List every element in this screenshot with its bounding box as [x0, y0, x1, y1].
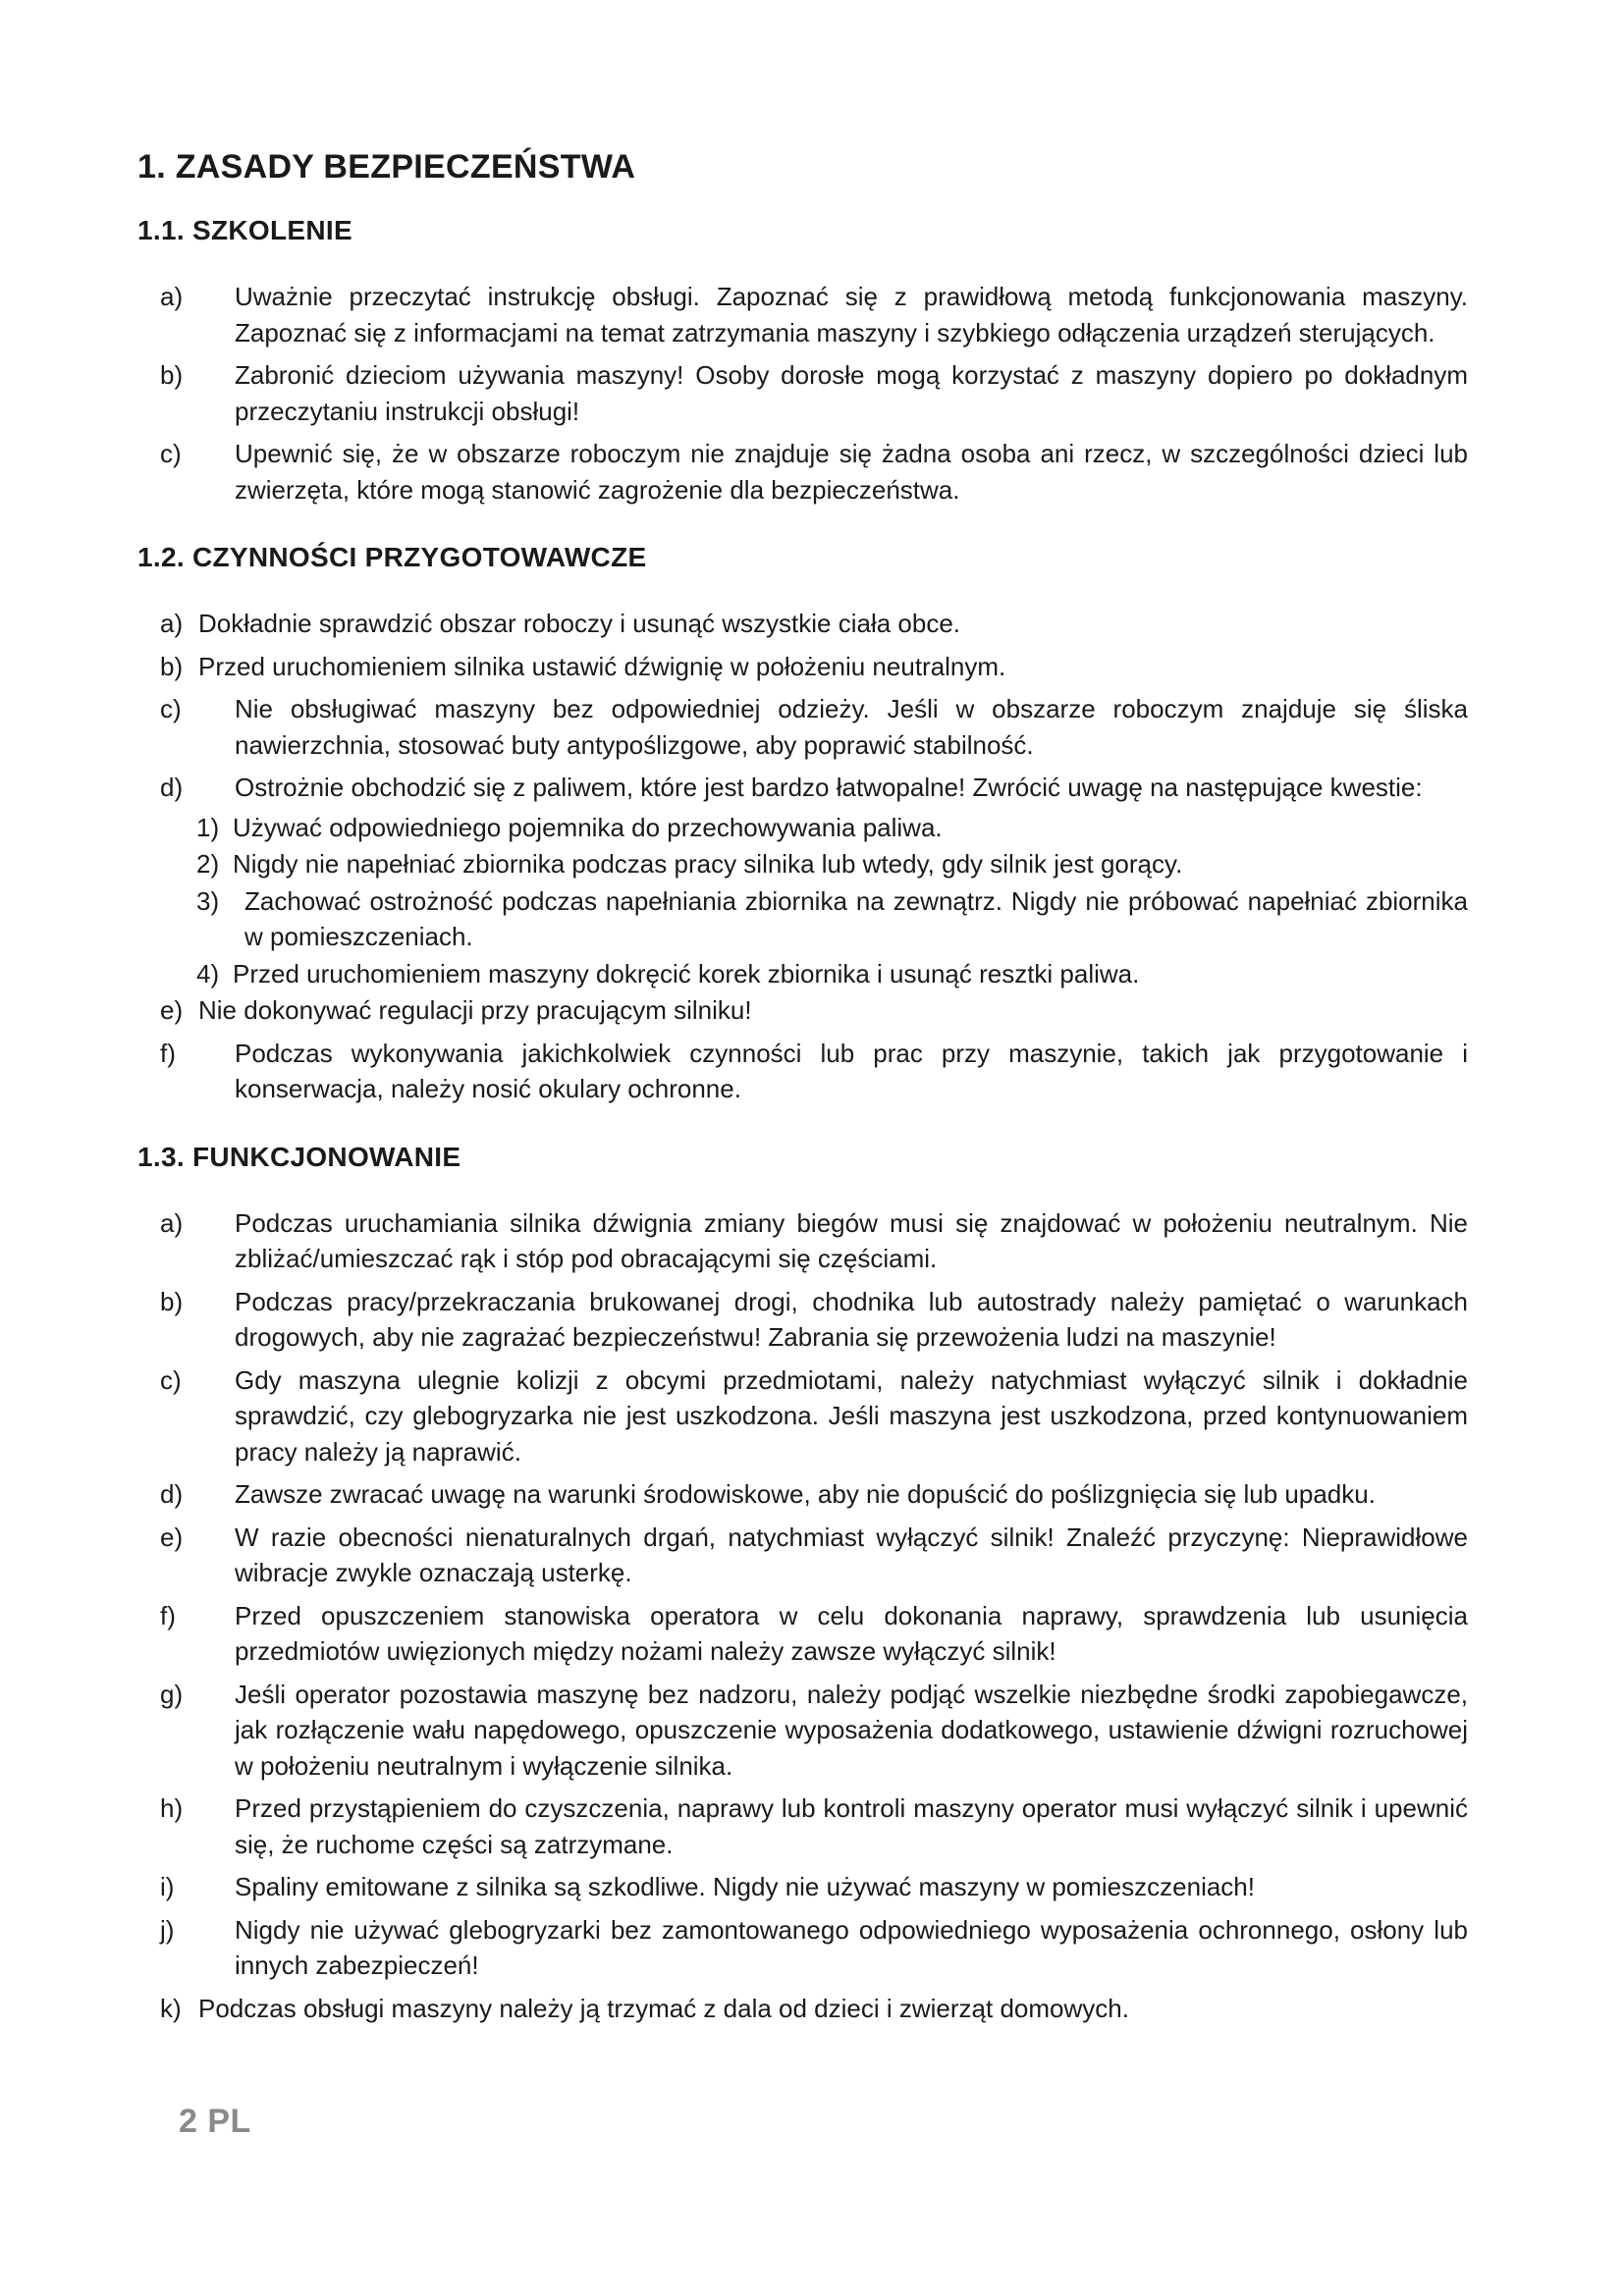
item-marker: i) [160, 1872, 175, 1901]
item-list [137, 606, 1468, 1107]
page-title: 1. ZASADY BEZPIECZEŃSTWA [137, 148, 636, 186]
section-title: 1.1. SZKOLENIE [137, 215, 352, 245]
item-marker: e) [160, 1522, 184, 1552]
item-marker: e) [160, 995, 184, 1025]
item-marker: d) [160, 1479, 184, 1509]
item-text: Nie dokonywać regulacji przy pracującym silniku! [198, 995, 752, 1025]
item-marker: b) [160, 1286, 184, 1316]
item-text: Gdy maszyna ulegnie kolizji z obcymi przedmiotami, należy natychmiast wyłączyć silnik i dokładnie sprawdzić, czy glebogryzarka nie jest uszkodzona. Jeśli maszyna jest uszkodzona, przed kontynuowaniem pracy należy ją naprawić. [235, 1364, 1468, 1467]
list-item [160, 992, 1468, 1029]
sub-item-text: Przed uruchomieniem maszyny dokręcić korek zbiornika i usunąć resztki paliwa. [233, 958, 1140, 988]
list-item [160, 1476, 1468, 1513]
item-marker: f) [160, 1038, 176, 1068]
list-item [160, 1284, 1468, 1356]
page-number: 2 PL [179, 2103, 251, 2140]
item-text: W razie obecności nienaturalnych drgań, natychmiast wyłączyć silnik! Znaleźć przyczynę: Nieprawidłowe wibracje zwykle oznaczają usterkę. [235, 1522, 1468, 1587]
item-text: Dokładnie sprawdzić obszar roboczy i usunąć wszystkie ciała obce. [198, 609, 961, 638]
item-marker: b) [160, 360, 184, 390]
item-list [137, 1205, 1468, 2027]
item-text: Nie obsługiwać maszyny bez odpowiedniej odzieży. Jeśli w obszarze roboczym znajduje się śliska nawierzchnia, stosować buty antypoślizgowe, aby poprawić stabilność. [235, 694, 1468, 760]
list-item [160, 1598, 1468, 1670]
item-marker: c) [160, 439, 182, 468]
section-czynnosci-przygotowawcze [137, 541, 1468, 1107]
list-item [160, 279, 1468, 350]
sub-list-item [196, 846, 1468, 882]
section-szkolenie [137, 214, 1468, 507]
item-text: Przed przystąpieniem do czyszczenia, naprawy lub kontroli maszyny operator musi wyłączyć silnik i upewnić się, że ruchome części są zatrzymane. [235, 1793, 1468, 1859]
sub-item-text: Zachować ostrożność podczas napełniania zbiornika na zewnątrz. Nigdy nie próbować napełniać zbiornika w pomieszczeniach. [244, 885, 1468, 951]
sub-item-marker: 4) [196, 958, 220, 988]
list-item [160, 691, 1468, 763]
list-item [160, 1036, 1468, 1107]
item-list [137, 279, 1468, 507]
list-item [160, 436, 1468, 507]
list-item [160, 1520, 1468, 1591]
item-marker: c) [160, 694, 182, 723]
item-text: Zawsze zwracać uwagę na warunki środowiskowe, aby nie dopuścić do poślizgnięcia się lub upadku. [235, 1479, 1376, 1509]
list-item [160, 1912, 1468, 1984]
list-item [160, 1869, 1468, 1905]
sub-item-marker: 3) [196, 885, 220, 916]
sub-item-text: Nigdy nie napełniać zbiornika podczas pracy silnika lub wtedy, gdy silnik jest gorący. [233, 849, 1183, 879]
list-item [160, 1991, 1468, 2027]
item-text: Podczas pracy/przekraczania brukowanej drogi, chodnika lub autostrady należy pamiętać o warunkach drogowych, aby nie zagrażać bezpieczeństwu! Zabrania się przewożenia ludzi na maszynie! [235, 1286, 1468, 1352]
item-text: Jeśli operator pozostawia maszynę bez nadzoru, należy podjąć wszelkie niezbędne środki zapobiegawcze, jak rozłączenie wału napędowego, opuszczenie wyposażenia dodatkowego, ustawienie dźwigni rozruchowej w położeniu neutralnym i wyłączenie silnika. [235, 1679, 1468, 1781]
item-marker: a) [160, 1207, 184, 1238]
sub-list [196, 810, 1468, 992]
document-page [137, 147, 1468, 2059]
list-item [160, 649, 1468, 685]
item-marker: b) [160, 651, 184, 681]
item-text: Przed opuszczeniem stanowiska operatora w celu dokonania naprawy, sprawdzenia lub usunięcia przedmiotów uwięzionych między nożami należy zawsze wyłączyć silnik! [235, 1600, 1468, 1666]
list-item [160, 357, 1468, 429]
item-marker: j) [160, 1914, 175, 1945]
list-item [160, 770, 1468, 991]
item-text: Nigdy nie używać glebogryzarki bez zamontowanego odpowiedniego wyposażenia ochronnego, osłony lub innych zabezpieczeń! [235, 1914, 1468, 1980]
item-text: Podczas wykonywania jakichkolwiek czynności lub prac przy maszynie, takich jak przygotowanie i konserwacja, należy nosić okulary ochronne. [235, 1038, 1468, 1103]
item-marker: f) [160, 1600, 176, 1630]
item-text: Uważnie przeczytać instrukcję obsługi. Zapoznać się z prawidłową metodą funkcjonowania maszyny. Zapoznać się z informacjami na temat zatrzymania maszyny i szybkiego odłączenia urządzeń sterujących. [235, 282, 1468, 347]
sub-list-item [196, 956, 1468, 992]
sub-item-marker: 2) [196, 849, 220, 879]
item-marker: h) [160, 1793, 184, 1823]
item-marker: d) [160, 773, 184, 802]
list-item [160, 1790, 1468, 1862]
list-item [160, 606, 1468, 642]
section-title: 1.3. FUNKCJONOWANIE [137, 1141, 461, 1172]
item-marker: c) [160, 1364, 182, 1395]
list-item [160, 1362, 1468, 1470]
section-title: 1.2. CZYNNOŚCI PRZYGOTOWAWCZE [137, 542, 647, 572]
list-item [160, 1677, 1468, 1785]
item-text: Upewnić się, że w obszarze roboczym nie znajduje się żadna osoba ani rzecz, w szczególności dzieci lub zwierzęta, które mogą stanowić zagrożenie dla bezpieczeństwa. [235, 439, 1468, 505]
sub-list-item [196, 810, 1468, 846]
item-text: Ostrożnie obchodzić się z paliwem, które jest bardzo łatwopalne! Zwrócić uwagę na następujące kwestie: [235, 773, 1423, 802]
item-text: Przed uruchomieniem silnika ustawić dźwignię w położeniu neutralnym. [198, 651, 1006, 681]
item-marker: g) [160, 1679, 184, 1709]
item-text: Podczas uruchamiania silnika dźwignia zmiany biegów musi się znajdować w położeniu neutralnym. Nie zbliżać/umieszczać rąk i stóp pod obracającymi się częściami. [235, 1207, 1468, 1273]
list-item [160, 1205, 1468, 1277]
sub-item-text: Używać odpowiedniego pojemnika do przechowywania paliwa. [233, 812, 943, 842]
item-marker: k) [160, 1993, 182, 2023]
item-text: Podczas obsługi maszyny należy ją trzymać z dala od dzieci i zwierząt domowych. [198, 1993, 1129, 2023]
sub-item-marker: 1) [196, 812, 220, 842]
item-text: Zabronić dzieciom używania maszyny! Osoby dorosłe mogą korzystać z maszyny dopiero po dokładnym przeczytaniu instrukcji obsługi! [235, 360, 1468, 426]
item-text: Spaliny emitowane z silnika są szkodliwe. Nigdy nie używać maszyny w pomieszczeniach! [235, 1872, 1255, 1901]
item-marker: a) [160, 609, 184, 638]
item-marker: a) [160, 282, 184, 311]
section-funkcjonowanie [137, 1141, 1468, 2027]
sub-list-item [196, 883, 1468, 955]
